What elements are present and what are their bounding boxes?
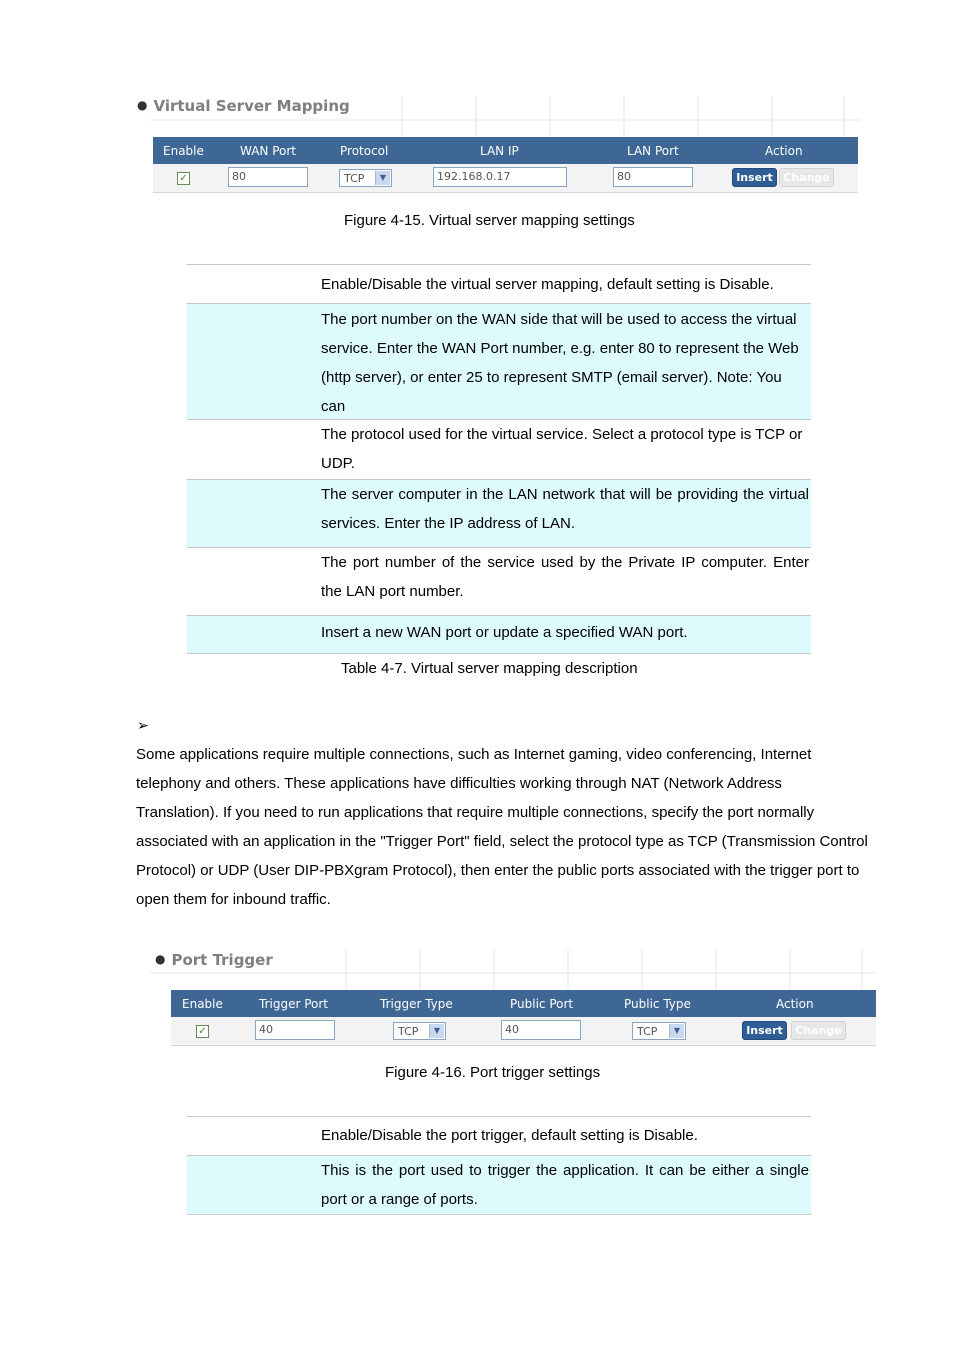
header-protocol: Protocol bbox=[340, 144, 389, 158]
section-title-virtual-server-mapping bbox=[137, 97, 350, 115]
row-description: The port number on the WAN side that will be used to access the virtual service. Enter the WAN Port number, e.g. enter 80 to represent the Web (http server), or enter 25 to represent SMTP (email server). Note: You can bbox=[321, 311, 799, 415]
header-public-port: Public Port bbox=[510, 997, 574, 1011]
header-enable: Enable bbox=[163, 144, 204, 158]
table-row bbox=[171, 1017, 876, 1046]
insert-button[interactable]: Insert bbox=[732, 168, 777, 187]
table-bottom-border bbox=[187, 1214, 811, 1215]
public-port-input[interactable]: 40 bbox=[501, 1020, 581, 1040]
row-description: This is the port used to trigger the application. It can be either a single port or a range of ports. bbox=[321, 1162, 809, 1208]
lan-port-input[interactable]: 80 bbox=[613, 167, 693, 187]
header-wan-port: WAN Port bbox=[240, 144, 296, 158]
row-description: Insert a new WAN port or update a specified WAN port. bbox=[321, 624, 688, 641]
row-description: Enable/Disable the port trigger, default setting is Disable. bbox=[321, 1127, 698, 1144]
figure-caption: Figure 4-16. Port trigger settings bbox=[385, 1064, 601, 1081]
enable-checkbox[interactable]: ✓ bbox=[196, 1025, 209, 1038]
header-trigger-type: Trigger Type bbox=[380, 997, 453, 1011]
table-row bbox=[187, 1155, 811, 1215]
table-row bbox=[187, 547, 811, 615]
row-description: The port number of the service used by the Private IP computer. Enter the LAN port number. bbox=[321, 554, 809, 600]
table-header bbox=[171, 990, 876, 1017]
lan-ip-input[interactable]: 192.168.0.17 bbox=[433, 167, 567, 187]
chevron-down-icon: ▼ bbox=[375, 171, 390, 185]
table-row bbox=[187, 303, 811, 419]
row-description: The server computer in the LAN network that will be providing the virtual services. Enter the IP address of LAN. bbox=[321, 486, 809, 532]
table-row bbox=[187, 419, 811, 479]
header-action: Action bbox=[776, 997, 814, 1011]
row-description: The protocol used for the virtual service. Select a protocol type is TCP or UDP. bbox=[321, 426, 803, 472]
wan-port-input[interactable]: 80 bbox=[228, 167, 308, 187]
header-action: Action bbox=[765, 144, 803, 158]
table-header bbox=[153, 137, 858, 164]
change-button[interactable]: Change bbox=[779, 168, 834, 187]
figure-caption: Figure 4-15. Virtual server mapping settings bbox=[344, 212, 635, 229]
protocol-select[interactable] bbox=[339, 169, 392, 187]
section-paragraph: Some applications require multiple connections, such as Internet gaming, video conferencing, Internet telephony and others. These applications have difficulties working through NAT (Network Address Translation). If you need to run applications that require multiple connections, specify the port normally associated with an application in the "Trigger Port" field, select the protocol type as TCP (Transmission Control Protocol) or UDP (User DIP-PBXgram Protocol), then enter the public ports associated with the trigger port to open them for inbound traffic. bbox=[136, 746, 868, 908]
row-description: Enable/Disable the virtual server mapping, default setting is Disable. bbox=[321, 276, 774, 293]
arrow-bullet-icon: ➢ bbox=[137, 718, 149, 734]
protocol-select-value: TCP bbox=[344, 172, 365, 185]
insert-button[interactable]: Insert bbox=[742, 1021, 787, 1040]
table-row bbox=[153, 164, 858, 193]
chevron-down-icon: ▼ bbox=[429, 1024, 444, 1038]
enable-checkbox[interactable]: ✓ bbox=[177, 172, 190, 185]
header-trigger-port: Trigger Port bbox=[259, 997, 328, 1011]
trigger-type-select-value: TCP bbox=[398, 1025, 419, 1038]
section-title-text: Port Trigger bbox=[171, 951, 273, 969]
table-row bbox=[187, 264, 811, 303]
virtual-server-description-table bbox=[187, 264, 811, 654]
table-row bbox=[187, 479, 811, 547]
table-row bbox=[187, 1116, 811, 1155]
header-enable: Enable bbox=[182, 997, 223, 1011]
table-bottom-border bbox=[187, 653, 811, 654]
section-title-port-trigger bbox=[155, 951, 273, 969]
chevron-down-icon: ▼ bbox=[669, 1024, 684, 1038]
port-trigger-description-table bbox=[187, 1116, 811, 1215]
header-public-type: Public Type bbox=[624, 997, 691, 1011]
public-type-select[interactable] bbox=[632, 1022, 686, 1040]
section-title-text: Virtual Server Mapping bbox=[153, 97, 350, 115]
table-row bbox=[187, 615, 811, 654]
change-button[interactable]: Change bbox=[791, 1021, 846, 1040]
bullet-dot: ● bbox=[155, 952, 166, 966]
trigger-type-select[interactable] bbox=[393, 1022, 446, 1040]
bullet-dot: ● bbox=[137, 98, 148, 112]
public-type-select-value: TCP bbox=[637, 1025, 658, 1038]
header-lan-port: LAN Port bbox=[627, 144, 679, 158]
trigger-port-input[interactable]: 40 bbox=[255, 1020, 335, 1040]
header-lan-ip: LAN IP bbox=[480, 144, 519, 158]
table-caption: Table 4-7. Virtual server mapping description bbox=[341, 660, 638, 677]
